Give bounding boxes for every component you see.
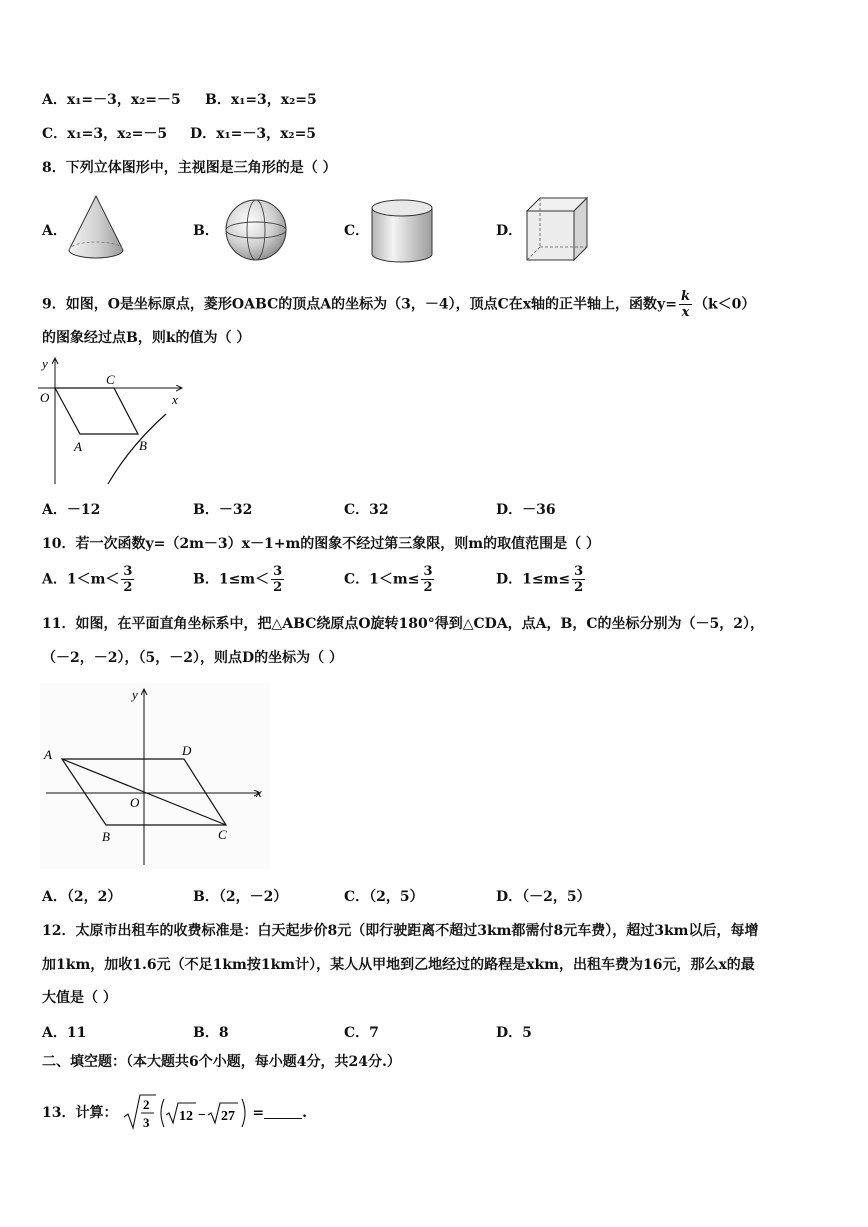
- q9-label-y: y: [42, 356, 48, 371]
- q10-option-d: [496, 564, 587, 595]
- q9-label-x: x: [172, 392, 178, 407]
- q9-label-o: O: [40, 390, 50, 405]
- q10-frac-den: 2: [423, 580, 433, 595]
- q10-frac-num: 3: [574, 564, 584, 579]
- q10-option-b: [193, 564, 286, 595]
- q8-option-a-label: A．: [42, 223, 67, 239]
- q13-rad2: 27: [221, 1109, 236, 1124]
- q9-label-a: A: [74, 439, 82, 454]
- q10-option-b-pre: B．1≤m＜: [193, 571, 270, 588]
- q9-label-c: C: [106, 372, 115, 387]
- q12-option-a: A．11: [42, 1025, 87, 1041]
- q7-option-b-label: B．: [205, 92, 231, 108]
- q13-frac-den: 3: [143, 1115, 150, 1130]
- q10-stem: 10．若一次函数y=（2m－3）x－1+m的图象不经过第三象限，则m的取值范围是（ ）: [42, 536, 600, 552]
- q7-option-a-text: x₁=－3，x₂=－5: [66, 92, 181, 108]
- q9-option-a: A．－12: [42, 502, 101, 518]
- q12-option-d: D．5: [496, 1025, 532, 1041]
- q9-option-d: D．－36: [496, 502, 556, 518]
- cone-figure: [66, 193, 126, 261]
- q9-stem-line1: [42, 289, 755, 320]
- q10-option-d-frac: [572, 564, 585, 595]
- q10-option-d-pre: D．1≤m≤: [496, 571, 571, 588]
- q10-option-a-frac: [121, 564, 134, 595]
- q7-option-a-label: A．: [42, 92, 67, 108]
- cylinder-figure: [369, 196, 435, 266]
- q13-prefix: 13．计算：: [42, 1105, 118, 1121]
- q13-answer-blank[interactable]: [264, 1104, 302, 1119]
- q9-frac-den: x: [681, 305, 690, 320]
- q7-option-d: [190, 124, 316, 144]
- q7-option-b: [205, 90, 317, 110]
- q11-figure: [40, 683, 270, 869]
- q9-stem-part2: （k＜0）: [693, 296, 756, 313]
- q12-line1: 12．太原市出租车的收费标准是：白天起步价8元（即行驶距离不超过3km都需付8元车费），超过3km以后，每增: [42, 923, 759, 939]
- q10-frac-den: 2: [574, 580, 584, 595]
- q11-option-a: A．（2，2）: [42, 889, 122, 905]
- q7-option-a: [42, 90, 181, 110]
- q7-option-c-label: C．: [42, 126, 68, 142]
- q7-option-b-text: x₁=3，x₂=5: [230, 92, 317, 108]
- q9-option-b: B．－32: [193, 502, 253, 518]
- q10-option-b-frac: [271, 564, 284, 595]
- q9-option-c: C．32: [344, 502, 389, 518]
- q12-option-c: C．7: [344, 1025, 379, 1041]
- q10-frac-num: 3: [273, 564, 283, 579]
- q13-expression: [122, 1093, 252, 1133]
- q12-line3: 大值是（ ）: [42, 990, 117, 1006]
- q10-frac-num: 3: [423, 564, 433, 579]
- sphere-figure: [224, 197, 288, 263]
- q9-stem-part1: 9．如图，O是坐标原点，菱形OABC的顶点A的坐标为（3，－4），顶点C在x轴的正半轴上，函数y=: [42, 296, 677, 313]
- q11-label-x: x: [256, 785, 262, 800]
- q9-frac-num: k: [680, 289, 690, 304]
- q7-option-c-text: x₁=3，x₂=－5: [67, 126, 168, 142]
- q11-label-o: O: [130, 795, 140, 810]
- q11-option-c: C．（2，5）: [344, 889, 424, 905]
- q11-stem-line1: 11．如图，在平面直角坐标系中，把△ABC绕原点O旋转180°得到△CDA，点A，B，C的坐标分别为（－5，2），: [42, 616, 764, 632]
- q10-frac-den: 2: [123, 580, 133, 595]
- q10-option-a: [42, 564, 136, 595]
- q13-rad1: 12: [179, 1109, 194, 1124]
- q13-frac-num: 2: [143, 1097, 150, 1112]
- q11-label-b: B: [102, 829, 110, 844]
- q11-option-d: D．（－2，5）: [496, 889, 591, 905]
- q8-stem: 8．下列立体图形中，主视图是三角形的是（ ）: [42, 160, 337, 176]
- q7-option-d-text: x₁=－3，x₂=5: [216, 126, 317, 142]
- q10-frac-num: 3: [123, 564, 133, 579]
- q8-option-c-label: C．: [344, 223, 370, 239]
- q9-label-b: B: [139, 438, 147, 453]
- q9-fraction: [679, 289, 692, 320]
- q10-option-c-frac: [421, 564, 434, 595]
- q10-frac-den: 2: [273, 580, 283, 595]
- q11-label-c: C: [218, 827, 227, 842]
- q11-label-a: A: [44, 747, 52, 762]
- q12-option-b: B．8: [193, 1025, 229, 1041]
- q13-minus: −: [198, 1108, 207, 1123]
- q13-equals: =: [252, 1105, 265, 1121]
- q10-option-c: [344, 564, 436, 595]
- q13-end: .: [302, 1105, 307, 1121]
- q8-option-b-label: B．: [193, 223, 219, 239]
- q10-option-c-pre: C．1＜m≤: [344, 571, 420, 588]
- q11-label-y: y: [132, 687, 138, 702]
- q8-option-d-label: D．: [496, 223, 523, 239]
- q9-figure: [38, 354, 188, 489]
- q10-option-a-pre: A．1＜m＜: [42, 571, 120, 588]
- q13-stem: [42, 1093, 307, 1133]
- section2-heading: 二、填空题：（本大题共6个小题，每小题4分，共24分.）: [42, 1054, 401, 1070]
- q7-option-c: [42, 124, 167, 144]
- q7-option-d-label: D．: [190, 126, 217, 142]
- q9-stem-line2: 的图象经过点B，则k的值为（ ）: [42, 330, 251, 346]
- q11-option-b: B．（2，－2）: [193, 889, 288, 905]
- cube-figure: [524, 195, 590, 263]
- q12-line2: 加1km，加收1.6元（不足1km按1km计），某人从甲地到乙地经过的路程是xkm，出租车费为16元，那么x的最: [42, 957, 755, 973]
- q11-stem-line2: （－2，－2），（5，－2），则点D的坐标为（ ）: [42, 650, 343, 666]
- q11-label-d: D: [182, 743, 192, 758]
